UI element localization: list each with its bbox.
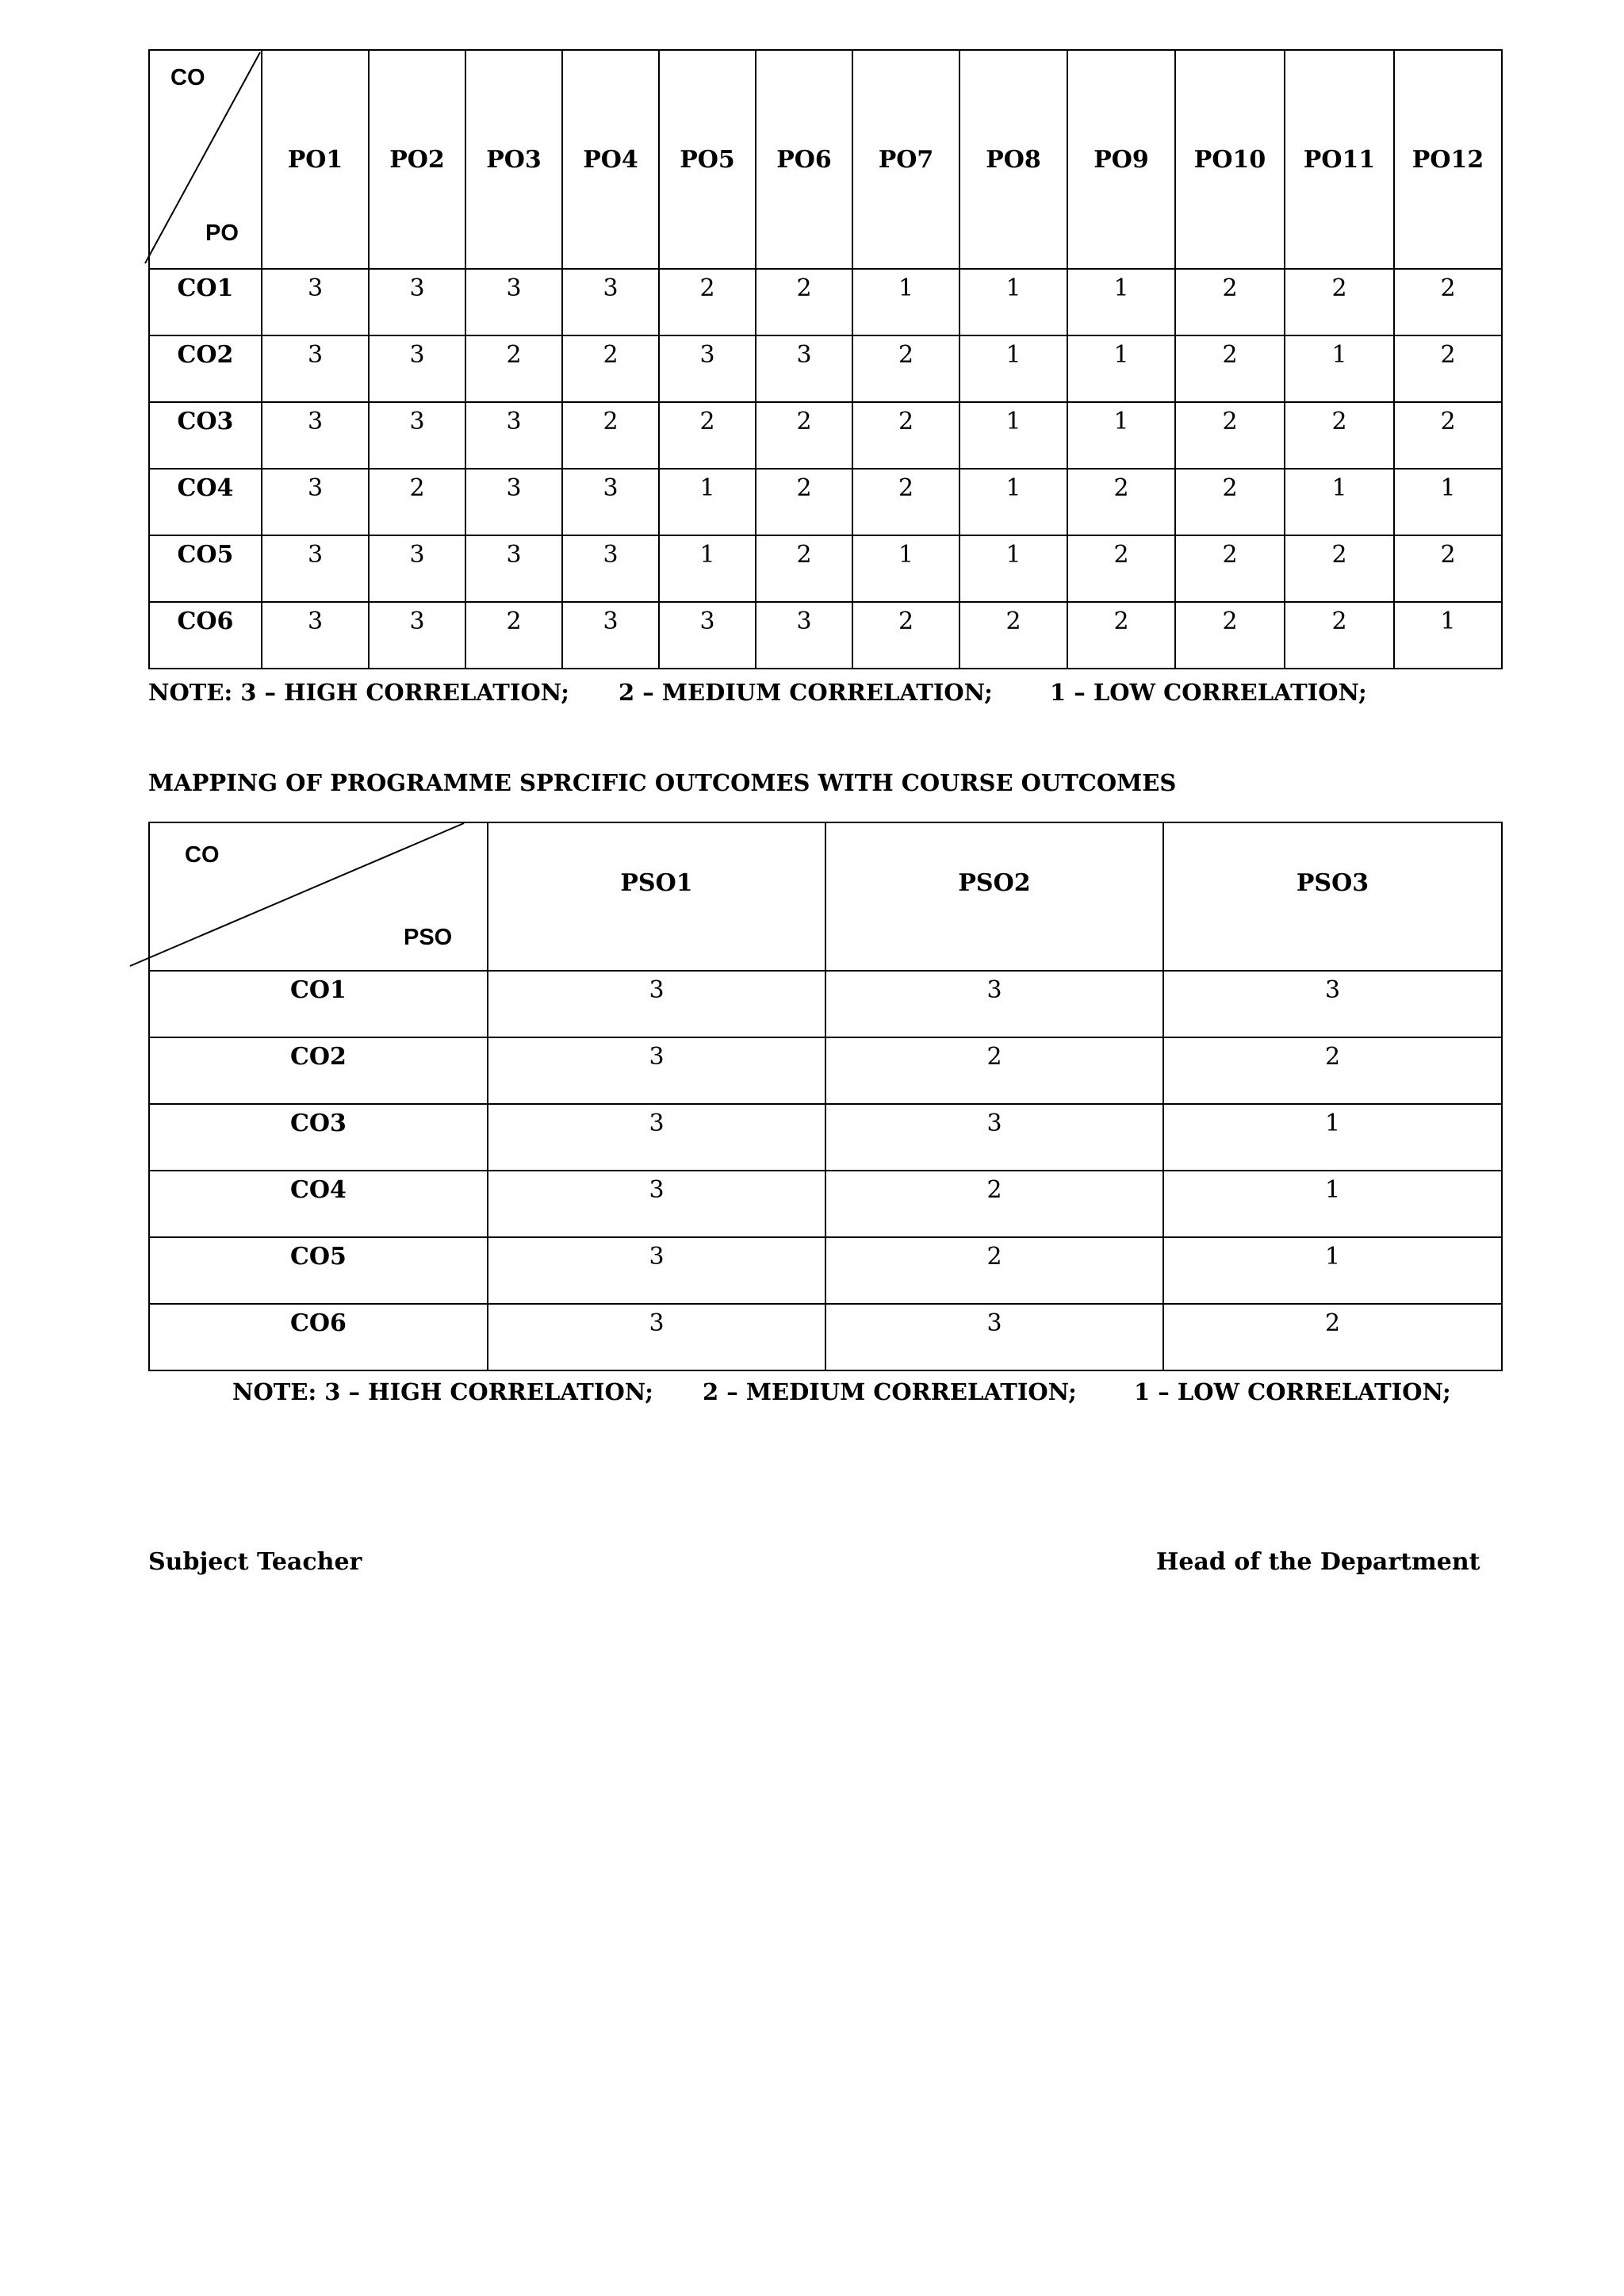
po-table-row xyxy=(149,469,1502,535)
pso-col-header: PSO1 xyxy=(488,822,825,971)
po-value-cell: 3 xyxy=(369,335,465,402)
po-col-header: PO2 xyxy=(369,50,465,269)
po-mapping-table xyxy=(148,49,1503,669)
po-value-cell: 2 xyxy=(852,335,959,402)
po-value-cell: 2 xyxy=(465,602,562,669)
po-col-header: PO4 xyxy=(562,50,659,269)
po-col-header: PO3 xyxy=(465,50,562,269)
po-value-cell: 2 xyxy=(1175,402,1285,469)
note-low: 1 – LOW CORRELATION; xyxy=(1049,679,1367,706)
po-value-cell: 3 xyxy=(369,535,465,602)
po-value-cell: 3 xyxy=(465,469,562,535)
pso-row-label: CO1 xyxy=(149,971,488,1037)
po-value-cell: 2 xyxy=(465,335,562,402)
pso-col-header: PSO3 xyxy=(1163,822,1502,971)
po-value-cell: 3 xyxy=(369,402,465,469)
po-value-cell: 2 xyxy=(1067,535,1175,602)
note-high: NOTE: 3 – HIGH CORRELATION; xyxy=(232,1378,653,1405)
po-value-cell: 1 xyxy=(659,535,756,602)
po-value-cell: 1 xyxy=(852,535,959,602)
po-value-cell: 2 xyxy=(562,335,659,402)
po-value-cell: 2 xyxy=(959,602,1067,669)
pso-value-cell: 3 xyxy=(1163,971,1502,1037)
note-medium: 2 – MEDIUM CORRELATION; xyxy=(703,1378,1077,1405)
po-value-cell: 2 xyxy=(562,402,659,469)
po-col-header: PO5 xyxy=(659,50,756,269)
pso-value-cell: 3 xyxy=(825,971,1163,1037)
po-value-cell: 1 xyxy=(1394,602,1502,669)
pso-row-label: CO5 xyxy=(149,1237,488,1304)
po-value-cell: 2 xyxy=(1285,402,1394,469)
po-value-cell: 3 xyxy=(262,535,369,602)
pso-value-cell: 2 xyxy=(825,1037,1163,1104)
pso-value-cell: 3 xyxy=(825,1104,1163,1171)
po-value-cell: 1 xyxy=(1394,469,1502,535)
po-value-cell: 3 xyxy=(756,602,852,669)
pso-table-row xyxy=(149,971,1502,1037)
po-col-header: PO10 xyxy=(1175,50,1285,269)
po-value-cell: 2 xyxy=(1175,602,1285,669)
corner-pso-label: PSO xyxy=(404,925,453,950)
pso-section-heading: MAPPING OF PROGRAMME SPRCIFIC OUTCOMES WITH COURSE OUTCOMES xyxy=(148,769,1177,796)
pso-table-row xyxy=(149,1237,1502,1304)
po-value-cell: 2 xyxy=(852,602,959,669)
po-col-header: PO1 xyxy=(262,50,369,269)
corner-po-label: PO xyxy=(205,220,239,246)
note-medium: 2 – MEDIUM CORRELATION; xyxy=(619,679,993,706)
po-value-cell: 2 xyxy=(1175,469,1285,535)
pso-row-label: CO2 xyxy=(149,1037,488,1104)
po-value-cell: 3 xyxy=(369,602,465,669)
po-table-row xyxy=(149,402,1502,469)
po-value-cell: 1 xyxy=(659,469,756,535)
po-col-header: PO11 xyxy=(1285,50,1394,269)
pso-table-row xyxy=(149,1104,1502,1171)
pso-value-cell: 1 xyxy=(1163,1237,1502,1304)
po-header-row xyxy=(149,50,1502,269)
po-value-cell: 2 xyxy=(1175,535,1285,602)
po-value-cell: 1 xyxy=(1067,269,1175,335)
po-value-cell: 3 xyxy=(562,602,659,669)
po-table-row xyxy=(149,335,1502,402)
pso-row-label: CO3 xyxy=(149,1104,488,1171)
pso-value-cell: 3 xyxy=(488,1104,825,1171)
po-value-cell: 2 xyxy=(1175,269,1285,335)
po-value-cell: 2 xyxy=(1285,535,1394,602)
correlation-note xyxy=(148,679,1367,706)
po-row-label: CO1 xyxy=(149,269,262,335)
po-value-cell: 1 xyxy=(1285,335,1394,402)
corner-co-label: CO xyxy=(170,65,205,90)
po-value-cell: 3 xyxy=(262,402,369,469)
po-value-cell: 2 xyxy=(852,402,959,469)
pso-mapping-table xyxy=(148,822,1503,1371)
po-value-cell: 3 xyxy=(262,335,369,402)
po-value-cell: 3 xyxy=(562,535,659,602)
po-col-header: PO6 xyxy=(756,50,852,269)
po-value-cell: 1 xyxy=(959,335,1067,402)
po-corner-cell xyxy=(149,50,262,269)
pso-value-cell: 3 xyxy=(488,1171,825,1237)
po-col-header: PO8 xyxy=(959,50,1067,269)
po-value-cell: 1 xyxy=(1285,469,1394,535)
subject-teacher-signature: Subject Teacher xyxy=(148,1548,362,1576)
pso-table-row xyxy=(149,1037,1502,1104)
note-high: NOTE: 3 – HIGH CORRELATION; xyxy=(148,679,569,706)
po-value-cell: 2 xyxy=(659,402,756,469)
po-value-cell: 2 xyxy=(1394,335,1502,402)
po-value-cell: 3 xyxy=(756,335,852,402)
po-value-cell: 3 xyxy=(262,602,369,669)
correlation-note xyxy=(232,1378,1451,1405)
po-value-cell: 1 xyxy=(959,535,1067,602)
po-value-cell: 3 xyxy=(465,269,562,335)
pso-header-row xyxy=(149,822,1502,971)
po-value-cell: 3 xyxy=(262,469,369,535)
po-table-row xyxy=(149,602,1502,669)
po-value-cell: 2 xyxy=(756,402,852,469)
po-value-cell: 1 xyxy=(959,269,1067,335)
po-value-cell: 2 xyxy=(1285,602,1394,669)
po-value-cell: 1 xyxy=(1067,335,1175,402)
po-value-cell: 2 xyxy=(1394,535,1502,602)
po-value-cell: 2 xyxy=(756,535,852,602)
po-value-cell: 3 xyxy=(262,269,369,335)
pso-row-label: CO4 xyxy=(149,1171,488,1237)
po-row-label: CO3 xyxy=(149,402,262,469)
po-value-cell: 1 xyxy=(852,269,959,335)
po-row-label: CO4 xyxy=(149,469,262,535)
pso-row-label: CO6 xyxy=(149,1304,488,1370)
po-value-cell: 3 xyxy=(562,469,659,535)
po-row-label: CO2 xyxy=(149,335,262,402)
pso-table-row xyxy=(149,1304,1502,1370)
po-value-cell: 2 xyxy=(756,469,852,535)
pso-value-cell: 3 xyxy=(488,1237,825,1304)
po-table-row xyxy=(149,269,1502,335)
po-value-cell: 1 xyxy=(959,402,1067,469)
po-value-cell: 3 xyxy=(465,535,562,602)
po-value-cell: 1 xyxy=(959,469,1067,535)
po-value-cell: 3 xyxy=(369,269,465,335)
po-col-header: PO9 xyxy=(1067,50,1175,269)
pso-value-cell: 1 xyxy=(1163,1104,1502,1171)
pso-value-cell: 3 xyxy=(488,1304,825,1370)
po-value-cell: 3 xyxy=(465,402,562,469)
po-value-cell: 2 xyxy=(1067,602,1175,669)
po-value-cell: 3 xyxy=(659,602,756,669)
po-col-header: PO12 xyxy=(1394,50,1502,269)
pso-value-cell: 3 xyxy=(488,1037,825,1104)
po-value-cell: 2 xyxy=(1175,335,1285,402)
pso-table-row xyxy=(149,1171,1502,1237)
pso-value-cell: 2 xyxy=(825,1171,1163,1237)
po-value-cell: 2 xyxy=(852,469,959,535)
po-table-row xyxy=(149,535,1502,602)
po-value-cell: 2 xyxy=(1285,269,1394,335)
hod-signature: Head of the Department xyxy=(1156,1548,1480,1576)
po-value-cell: 2 xyxy=(1394,402,1502,469)
po-col-header: PO7 xyxy=(852,50,959,269)
pso-value-cell: 2 xyxy=(1163,1037,1502,1104)
po-row-label: CO5 xyxy=(149,535,262,602)
pso-value-cell: 3 xyxy=(488,971,825,1037)
po-value-cell: 1 xyxy=(1067,402,1175,469)
po-value-cell: 3 xyxy=(562,269,659,335)
po-value-cell: 2 xyxy=(369,469,465,535)
po-value-cell: 2 xyxy=(1394,269,1502,335)
pso-col-header: PSO2 xyxy=(825,822,1163,971)
po-row-label: CO6 xyxy=(149,602,262,669)
pso-value-cell: 2 xyxy=(1163,1304,1502,1370)
po-value-cell: 2 xyxy=(1067,469,1175,535)
po-value-cell: 3 xyxy=(659,335,756,402)
pso-value-cell: 2 xyxy=(825,1237,1163,1304)
note-low: 1 – LOW CORRELATION; xyxy=(1133,1378,1451,1405)
pso-value-cell: 3 xyxy=(825,1304,1163,1370)
pso-corner-cell xyxy=(149,822,488,971)
po-value-cell: 2 xyxy=(659,269,756,335)
corner-co-label: CO xyxy=(185,842,220,868)
po-value-cell: 2 xyxy=(756,269,852,335)
pso-value-cell: 1 xyxy=(1163,1171,1502,1237)
